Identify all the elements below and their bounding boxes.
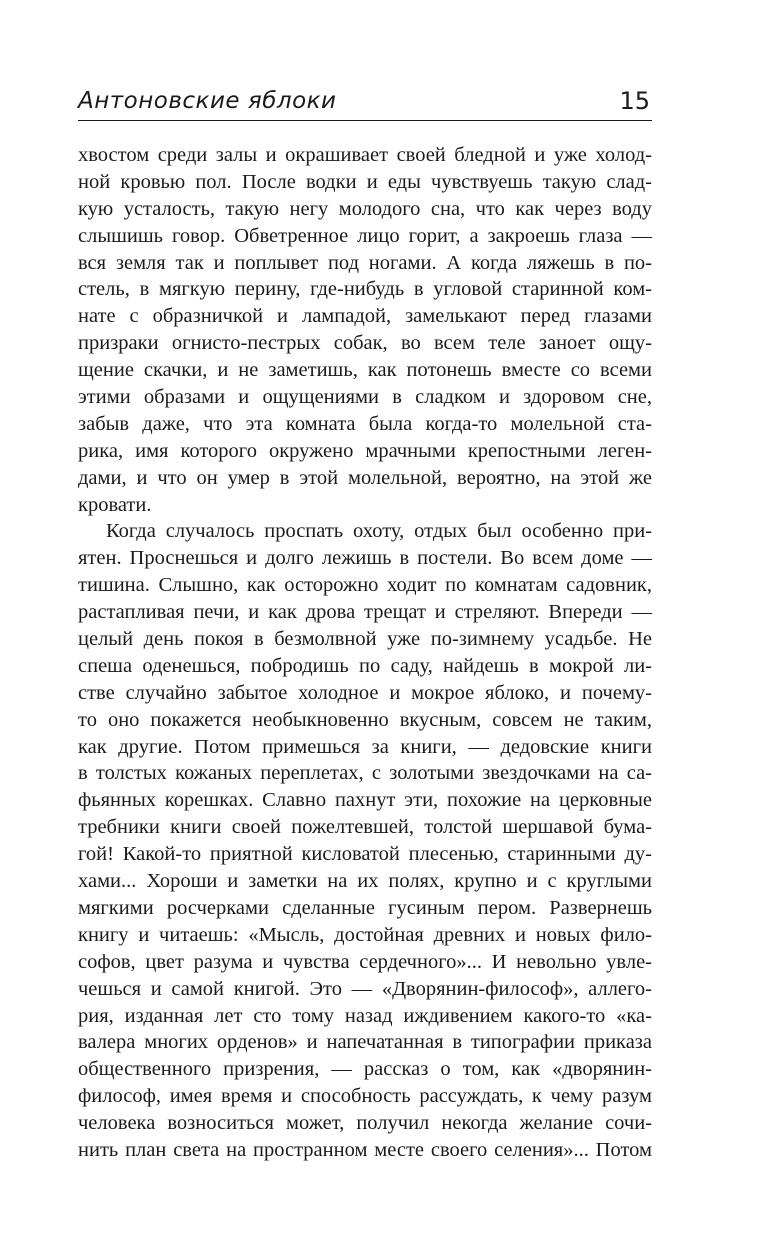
text-line: этими образами и ощущениями в сладком и здоровом сне, [78, 386, 652, 409]
text-line: спеша оденешься, побродишь по саду, найдешь в мокрой ли- [78, 654, 652, 677]
paragraph-1 [78, 142, 652, 518]
text-line: щение скачки, и не заметишь, как потонешь вместе со всеми [78, 359, 652, 382]
text-line: в толстых кожаных переплетах, с золотыми звездочками на са- [78, 762, 652, 785]
text-line: как другие. Потом примешься за книги, — дедовские книги [78, 735, 652, 758]
text-line: растапливая печи, и как дрова трещат и стреляют. Впереди — [78, 601, 652, 624]
text-line: общественного призрения, — рассказ о том, как «дворянин- [78, 1058, 652, 1081]
text-line: нате с образничкой и лампадой, замелькают перед глазами [78, 305, 652, 328]
text-line: мягкими росчерками сделанные гусиным пером. Развернешь [78, 896, 652, 919]
text-line: забыв даже, что эта комната была когда-то молельной ста- [78, 412, 652, 435]
body-text [78, 142, 652, 1164]
text-line: призраки огнисто-пестрых собак, во всем теле заноет ощу- [78, 332, 652, 355]
text-line: чешься и самой книгой. Это — «Дворянин-философ», аллего- [78, 977, 652, 1000]
text-line: рика, имя которого окружено мрачными крепостными леген- [78, 439, 652, 462]
text-line: Когда случалось проспать охоту, отдых был особенно при- [106, 520, 652, 543]
text-line: целый день покоя в безмолвной уже по-зимнему усадьбе. Не [78, 628, 652, 651]
text-line: тишина. Слышно, как осторожно ходит по комнатам садовник, [78, 574, 652, 597]
text-line: вся земля так и поплывет под ногами. А когда ляжешь в по- [78, 251, 652, 274]
text-line: рия, изданная лет сто тому назад иждивением какого-то «ка- [78, 1004, 652, 1027]
text-line: нить план света на пространном месте своего селения»... Потом [78, 1138, 652, 1161]
text-line: кровати. [78, 493, 152, 516]
text-line: ной кровью пол. После водки и еды чувствуешь такую слад- [78, 170, 652, 193]
page-number: 15 [619, 87, 650, 115]
text-line: гой! Какой-то приятной кисловатой плесенью, старинными ду- [78, 843, 652, 866]
text-line: дами, и что он умер в этой молельной, вероятно, на этой же [78, 466, 652, 489]
text-line: философ, имея время и способность рассуждать, к чему разум [78, 1085, 652, 1108]
text-line: книгу и читаешь: «Мысль, достойная древних и новых фило- [78, 923, 652, 946]
text-line: требники книги своей пожелтевшей, толстой шершавой бума- [78, 816, 652, 839]
text-line: стве случайно забытое холодное и мокрое яблоко, и почему- [78, 681, 652, 704]
text-line: хами... Хороши и заметки на их полях, крупно и с круглыми [78, 870, 652, 893]
running-title: Антоновские яблоки [78, 88, 337, 114]
text-line: хвостом среди залы и окрашивает своей бледной и уже холод- [78, 144, 652, 166]
running-header [78, 86, 652, 121]
paragraph-2 [78, 518, 652, 1163]
text-line: ятен. Проснешься и долго лежишь в постели. Во всем доме — [78, 547, 652, 570]
text-line: то оно покажется необыкновенно вкусным, совсем не таким, [78, 708, 652, 731]
text-line: софов, цвет разума и чувства сердечного»... И невольно увле- [78, 950, 652, 973]
text-line: стель, в мягкую перину, где-нибудь в угловой старинной ком- [78, 278, 652, 301]
text-line: фьянных корешках. Славно пахнут эти, похожие на церковные [78, 789, 652, 812]
text-line: слышишь говор. Обветренное лицо горит, а закроешь глаза — [78, 224, 652, 247]
text-line: человека возноситься может, получил некогда желание сочи- [78, 1112, 652, 1135]
text-line: кую усталость, такую негу молодого сна, что как через воду [78, 197, 652, 220]
text-line: валера многих орденов» и напечатанная в типографии приказа [78, 1031, 652, 1054]
